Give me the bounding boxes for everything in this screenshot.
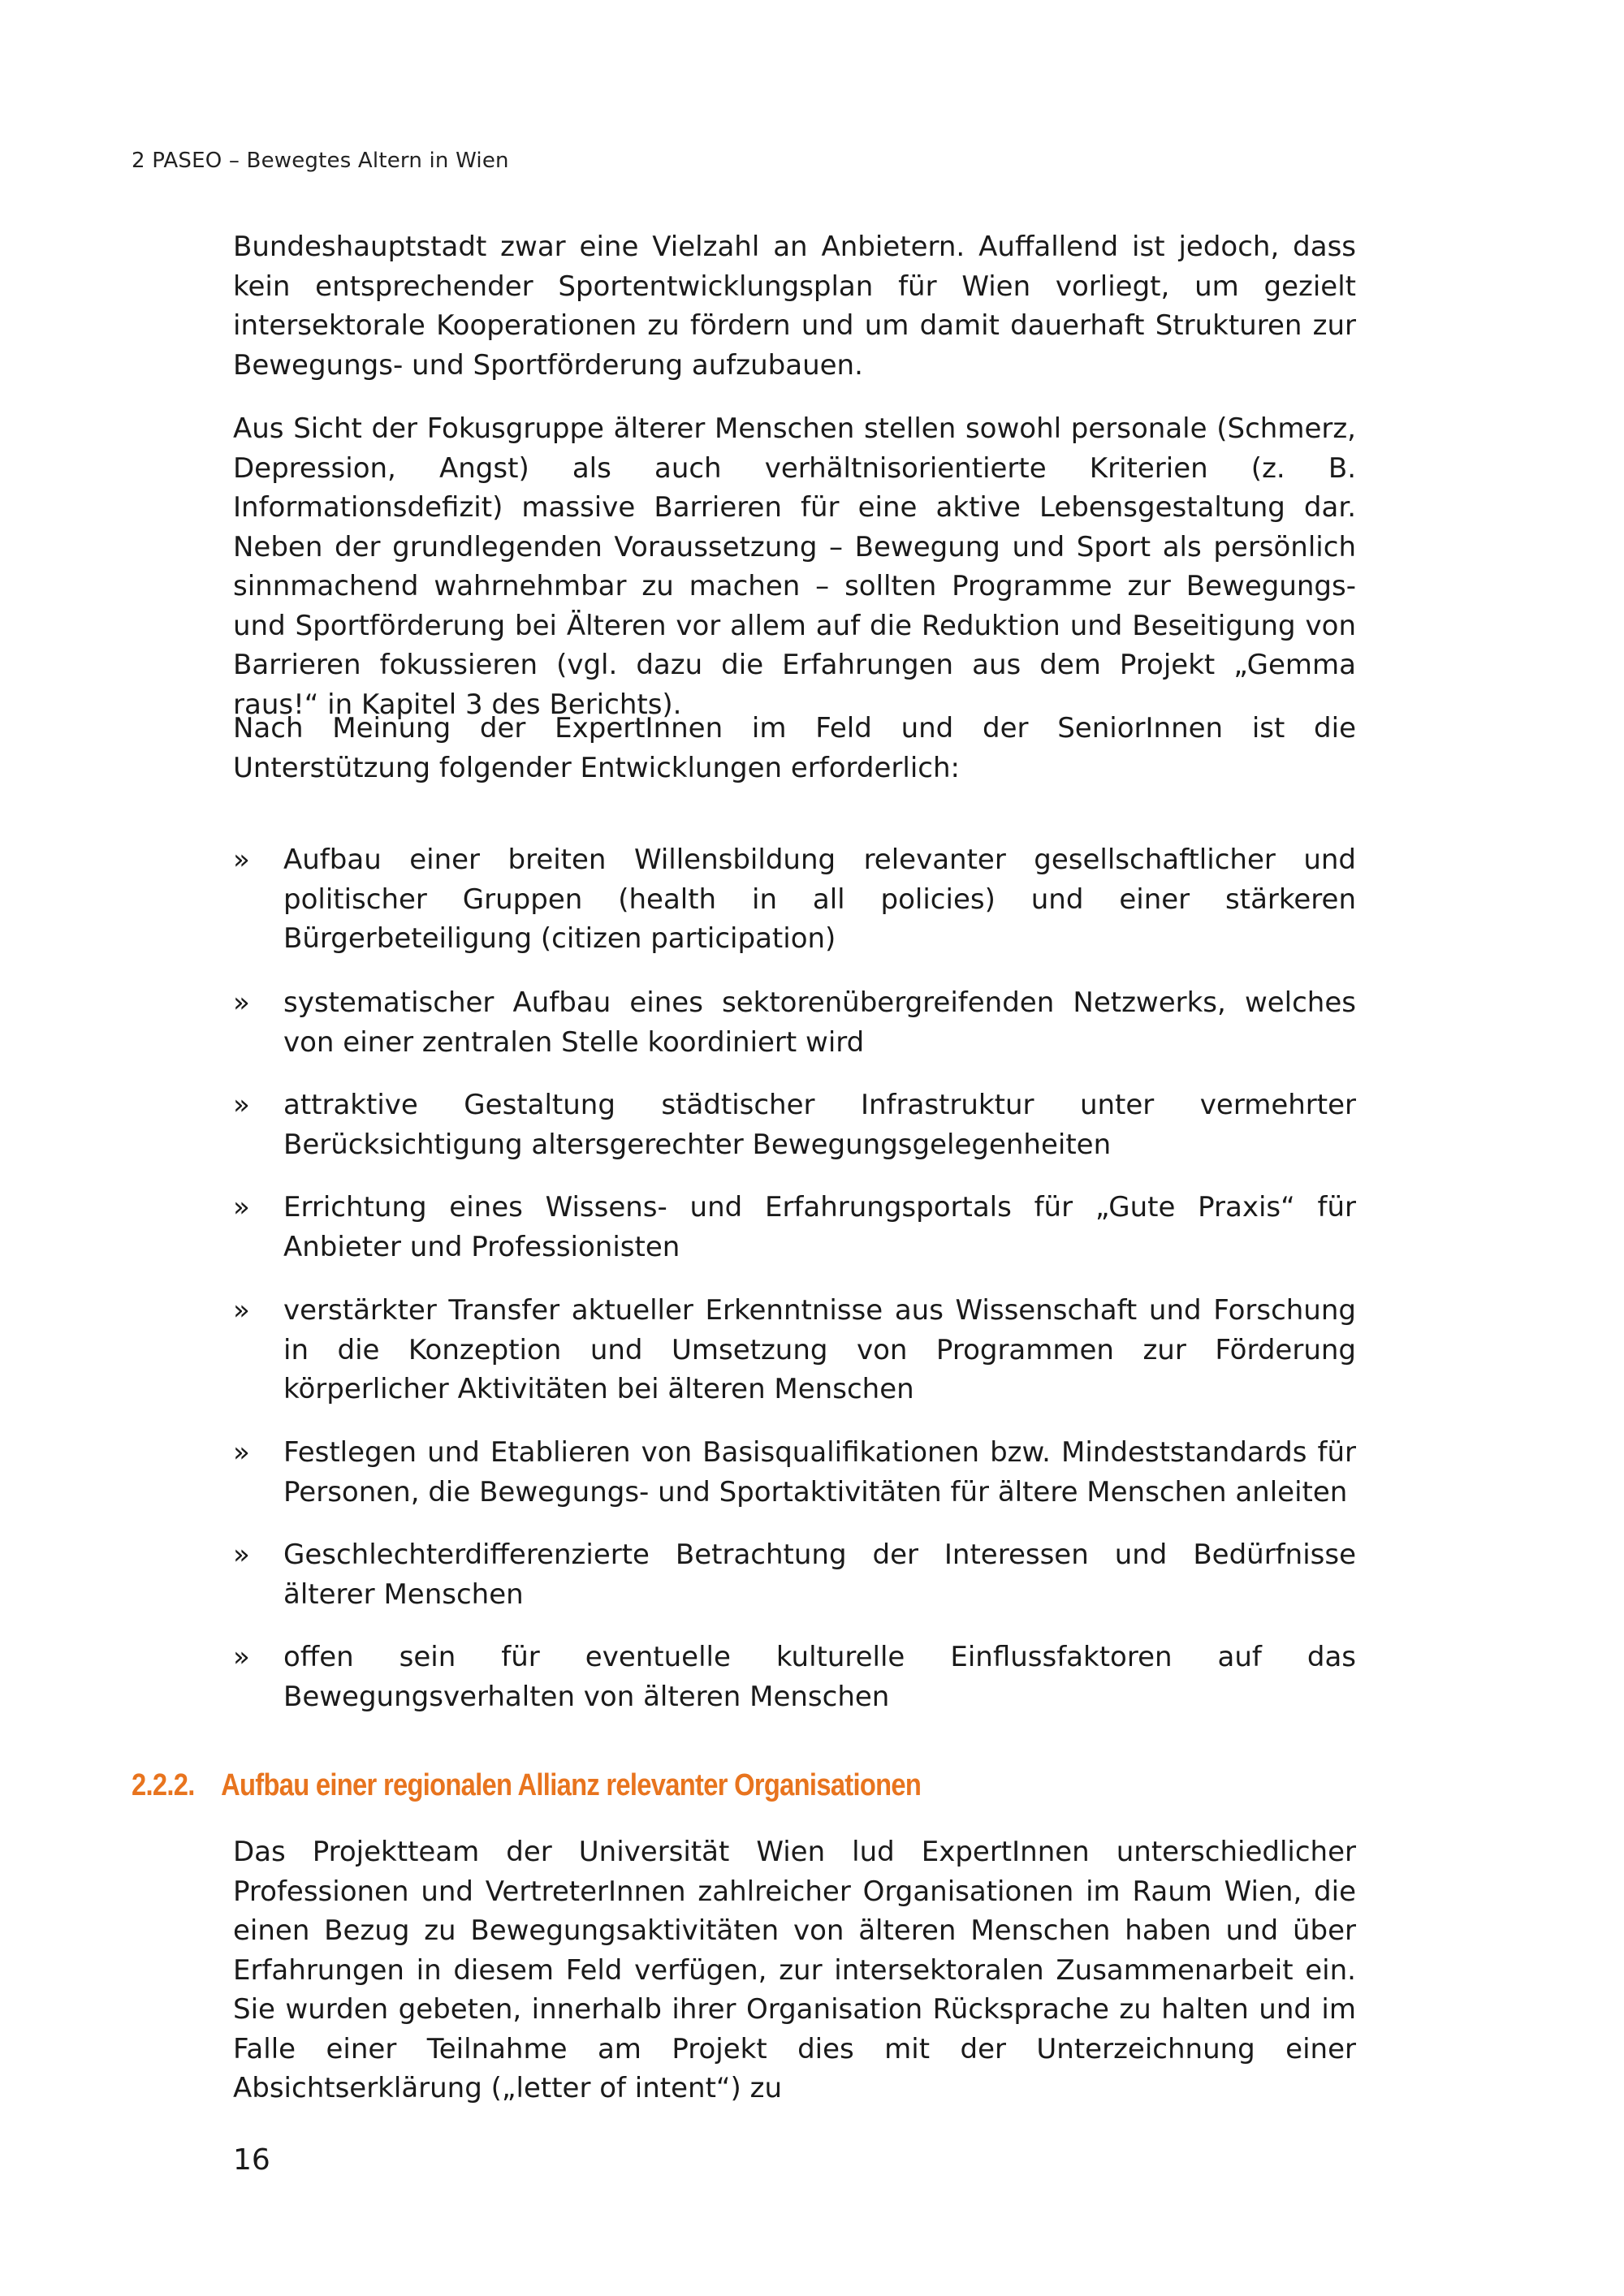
list-item-text: Aufbau einer breiten Willensbildung relevanter gesellschaftlicher und politischer Gruppen (health in all policies) und einer stärkeren Bürgerbeteiligung (citizen participation) bbox=[283, 844, 1356, 955]
list-item-text: systematischer Aufbau eines sektorenübergreifenden Netzwerks, welches von einer zentralen Stelle koordiniert wird bbox=[283, 986, 1356, 1059]
body-paragraph: Aus Sicht der Fokusgruppe älterer Menschen stellen sowohl personale (Schmerz, Depression, Angst) als auch verhältnisorientierte Kriterien (z. B. Informationsdefizit) massive Barrieren für eine aktive Lebensgestaltung dar. Neben der grundlegenden Voraussetzung – Bewegung und Sport als persönlich sinnmachend wahrnehmbar zu machen – sollten Programme zur Bewegungs- und Sportförderung bei Älteren vor allem auf die Reduktion und Beseitigung von Barrieren fokussieren (vgl. dazu die Erfahrungen aus dem Projekt „Gemma raus!“ in Kapitel 3 des Berichts). bbox=[233, 412, 1356, 721]
list-item-text: verstärkter Transfer aktueller Erkenntnisse aus Wissenschaft und Forschung in die Konzeption und Umsetzung von Programmen zur Förderung körperlicher Aktivitäten bei älteren Menschen bbox=[283, 1294, 1356, 1405]
list-item-text: attraktive Gestaltung städtischer Infrastruktur unter vermehrter Berücksichtigung altersgerechter Bewegungsgelegenheiten bbox=[283, 1089, 1356, 1161]
bullet-marker: » bbox=[233, 1191, 250, 1224]
bullet-marker: » bbox=[233, 1436, 250, 1469]
list-item-text: Geschlechterdifferenzierte Betrachtung der Interessen und Bedürfnisse älterer Menschen bbox=[283, 1539, 1356, 1611]
page-number: 16 bbox=[233, 2143, 270, 2177]
body-paragraph: Bundeshauptstadt zwar eine Vielzahl an Anbietern. Auffallend ist jedoch, dass kein entsprechender Sportentwicklungsplan für Wien vorliegt, um gezielt intersektorale Kooperationen zu fördern und um damit dauerhaft Strukturen zur Bewegungs- und Sportförderung aufzubauen. bbox=[233, 231, 1356, 382]
bullet-marker: » bbox=[233, 1294, 250, 1327]
section-heading bbox=[132, 1768, 921, 1803]
running-header: 2 PASEO – Bewegtes Altern in Wien bbox=[132, 149, 509, 173]
bullet-marker: » bbox=[233, 844, 250, 876]
bullet-marker: » bbox=[233, 1641, 250, 1673]
bullet-marker: » bbox=[233, 1539, 250, 1571]
list-item-text: Festlegen und Etablieren von Basisqualifikationen bzw. Mindeststandards für Personen, die Bewegungs- und Sportaktivitäten für ältere Menschen anleiten bbox=[283, 1436, 1356, 1508]
bullet-marker: » bbox=[233, 1089, 250, 1121]
section-title: Aufbau einer regionalen Allianz relevanter Organisationen bbox=[221, 1768, 922, 1802]
body-paragraph: Nach Meinung der ExpertInnen im Feld und der SeniorInnen ist die Unterstützung folgender Entwicklungen erforderlich: bbox=[233, 712, 1356, 784]
list-item-text: offen sein für eventuelle kulturelle Einflussfaktoren auf das Bewegungsverhalten von älteren Menschen bbox=[283, 1641, 1356, 1713]
bullet-marker: » bbox=[233, 986, 250, 1019]
list-item-text: Errichtung eines Wissens- und Erfahrungsportals für „Gute Praxis“ für Anbieter und Professionisten bbox=[283, 1191, 1356, 1263]
section-number: 2.2.2. bbox=[132, 1768, 195, 1802]
section-paragraph: Das Projektteam der Universität Wien lud ExpertInnen unterschiedlicher Professionen und VertreterInnen zahlreicher Organisationen im Raum Wien, die einen Bezug zu Bewegungsaktivitäten von älteren Menschen haben und über Erfahrungen in diesem Feld verfügen, zur intersektoralen Zusammenarbeit ein. Sie wurden gebeten, innerhalb ihrer Organisation Rücksprache zu halten und im Falle einer Teilnahme am Projekt dies mit der Unterzeichnung einer Absichtserklärung („letter of intent“) zu bbox=[233, 1836, 1356, 2104]
